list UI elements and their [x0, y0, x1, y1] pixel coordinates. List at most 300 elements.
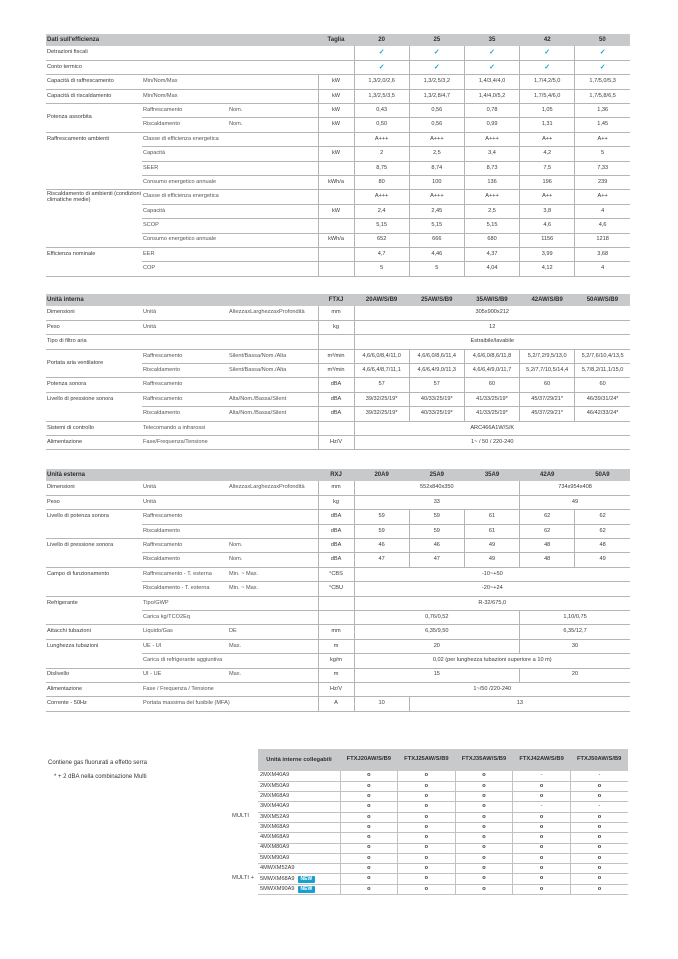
row-sublabel: Min/Nom/Max: [142, 89, 318, 103]
table-row: [46, 697, 630, 711]
value-cell: 59: [409, 524, 464, 538]
value-cell: 2,45: [409, 204, 464, 218]
row-sublabel2: Min. ~ Max.: [228, 567, 318, 581]
model-name: 5MXM90A9: [260, 854, 290, 861]
row-sublabel2: Nom.: [228, 104, 318, 118]
value-cell: 0,56: [409, 104, 464, 118]
value-cell: 100: [409, 176, 464, 190]
value-cell: 59: [354, 510, 409, 524]
row-sublabel: Raffrescamento: [142, 392, 228, 406]
value-cell: 1,4/4,0/5,2: [464, 89, 519, 103]
compatible-dot-icon: o: [455, 771, 513, 781]
compatible-dot-icon: o: [340, 874, 398, 884]
outdoor-model: [258, 781, 340, 791]
compatible-dot-icon: o: [570, 874, 628, 884]
row-label: Tipo di filtro aria: [46, 335, 318, 349]
value-cell: 239: [575, 176, 630, 190]
value-cell: -20~+24: [354, 582, 630, 596]
not-compatible-dash: -: [513, 771, 571, 781]
value-cell: 0,50: [354, 118, 409, 132]
matrix-row: [230, 874, 628, 884]
compatible-dot-icon: o: [570, 884, 628, 894]
compatible-dot-icon: o: [398, 771, 456, 781]
value-cell: A+++: [464, 190, 519, 204]
value-cell: 1,7/5,4/6,0: [520, 89, 575, 103]
row-label: Livello di pressione sonora: [46, 392, 142, 421]
value-cell: 1,36: [575, 104, 630, 118]
value-cell: 12: [354, 320, 630, 334]
row-sublabel: Riscaldamento: [142, 407, 228, 421]
size-col: 50: [575, 34, 630, 46]
value-cell: 49: [464, 539, 519, 553]
model-name: 3MXM40A9: [260, 803, 290, 810]
value-cell: 59: [409, 510, 464, 524]
model-col: 25A9: [409, 469, 464, 481]
row-label: Lunghezza tubazioni: [46, 639, 142, 668]
unit: kg: [318, 495, 354, 509]
compatible-dot-icon: o: [340, 771, 398, 781]
value-cell: 5: [575, 147, 630, 161]
unit: kW: [318, 89, 354, 103]
row-sublabel: COP: [142, 262, 318, 276]
value-cell: 8,75: [354, 161, 409, 175]
row-sublabel: Unità: [142, 320, 318, 334]
compatible-dot-icon: o: [398, 864, 456, 874]
value-cell: 2: [354, 147, 409, 161]
compatible-dot-icon: o: [513, 822, 571, 832]
value-cell: 1218: [575, 233, 630, 247]
table-row: [46, 247, 630, 261]
table-row: [46, 46, 630, 60]
table-row: [46, 132, 630, 146]
value-cell: R-32/675,0: [354, 596, 630, 610]
value-cell: 1,45: [575, 118, 630, 132]
table-row: [46, 639, 630, 653]
compatible-dot-icon: o: [570, 853, 628, 863]
compatible-dot-icon: o: [570, 822, 628, 832]
value-cell: 6,35/12,7: [520, 625, 630, 639]
outdoor-model: [258, 884, 340, 894]
value-cell: 8,74: [409, 161, 464, 175]
row-label: Alimentazione: [46, 436, 142, 450]
table-row: [46, 392, 630, 406]
efficiency-table-body: [46, 46, 630, 277]
value-cell: 59: [354, 524, 409, 538]
unit: kg/m: [318, 654, 354, 668]
compatible-dot-icon: o: [513, 864, 571, 874]
unit: Hz/V: [318, 682, 354, 696]
value-cell: 5,15: [409, 219, 464, 233]
unit: [318, 132, 354, 146]
value-cell: 62: [520, 524, 575, 538]
value-cell: 7,5: [520, 161, 575, 175]
value-cell: A+++: [409, 190, 464, 204]
row-sublabel: Consumo energetico annuale: [142, 176, 318, 190]
table-row: [46, 190, 630, 204]
size-col: 25: [409, 34, 464, 46]
row-label: Riscaldamento di ambienti (condizioni climatiche medie): [46, 190, 142, 248]
value-cell: A++: [575, 190, 630, 204]
row-sublabel: Capacità: [142, 147, 318, 161]
row-label: Livello di potenza sonora: [46, 510, 142, 539]
compatible-dot-icon: o: [455, 802, 513, 812]
compatible-dot-icon: o: [570, 781, 628, 791]
compatible-dot-icon: o: [398, 781, 456, 791]
model-name: 5MWXM68A9: [260, 875, 295, 882]
row-sublabel: Raffrescamento: [142, 539, 228, 553]
value-cell: 734x954x408: [520, 481, 630, 495]
table-row: [46, 306, 630, 320]
value-cell: 5: [409, 262, 464, 276]
compatible-dot-icon: o: [398, 874, 456, 884]
value-cell: 2,5: [409, 147, 464, 161]
value-cell: 20: [520, 668, 630, 682]
value-cell: 4,12: [520, 262, 575, 276]
value-cell: 48: [520, 539, 575, 553]
row-label: Dislivello: [46, 668, 142, 682]
row-label: Dimensioni: [46, 306, 142, 320]
check-icon: ✓: [575, 46, 630, 60]
row-sublabel: Fase/Frequenza/Tensione: [142, 436, 318, 450]
model-col: FTXJ50AW/S/B9: [570, 749, 628, 771]
table-row: [46, 378, 630, 392]
row-sublabel: SCOP: [142, 219, 318, 233]
model-name: 2MXM68A9: [260, 792, 290, 799]
outdoor-model: [258, 771, 340, 781]
table-row: [46, 75, 630, 89]
compatibility-matrix: [230, 749, 628, 895]
row-sublabel: Raffrescamento: [142, 510, 318, 524]
value-cell: 39/32/25/19*: [354, 392, 409, 406]
value-cell: 0,99: [464, 118, 519, 132]
row-sublabel: Riscaldamento - T. esterna: [142, 582, 228, 596]
check-icon: ✓: [520, 60, 575, 74]
size-header-label: Taglia: [327, 37, 345, 43]
row-label: Attacchi tubazioni: [46, 625, 142, 639]
row-sublabel: UE - UI: [142, 639, 228, 653]
model-col: 42A9: [520, 469, 575, 481]
compatible-dot-icon: o: [455, 843, 513, 853]
table-row: [46, 335, 630, 349]
not-compatible-dash: -: [513, 802, 571, 812]
table-row: [46, 320, 630, 334]
value-cell: 48: [520, 553, 575, 567]
table-row: [46, 596, 630, 610]
compatible-dot-icon: o: [340, 822, 398, 832]
row-sublabel2: AltezzaxLarghezzaxProfondità: [228, 481, 318, 495]
value-cell: A+++: [354, 132, 409, 146]
not-compatible-dash: -: [570, 802, 628, 812]
size-col: 20: [354, 34, 409, 46]
matrix-row: [230, 812, 628, 822]
compatible-dot-icon: o: [340, 864, 398, 874]
table-row: [46, 495, 630, 509]
model-prefix: FTXJ: [318, 294, 354, 306]
indoor-unit-table: [46, 294, 630, 450]
check-icon: ✓: [575, 60, 630, 74]
compatible-dot-icon: o: [513, 792, 571, 802]
unit: [318, 262, 354, 276]
unit: mm: [318, 625, 354, 639]
compatible-dot-icon: o: [455, 864, 513, 874]
row-sublabel2: Nom.: [228, 553, 318, 567]
table-header: [46, 294, 630, 306]
check-icon: ✓: [520, 46, 575, 60]
value-cell: 49: [520, 495, 630, 509]
compatible-dot-icon: o: [340, 792, 398, 802]
row-label: Corrente - 50Hz: [46, 697, 142, 711]
value-cell: 0,78: [464, 104, 519, 118]
compatible-dot-icon: o: [455, 874, 513, 884]
row-sublabel: Fase / Frequenza / Tensione: [142, 682, 318, 696]
size-col: 35: [464, 34, 519, 46]
model-col: 35AW/S/B9: [464, 294, 519, 306]
value-cell: 1,4/3,4/4,0: [464, 75, 519, 89]
value-cell: 136: [464, 176, 519, 190]
compatible-dot-icon: o: [340, 812, 398, 822]
compatible-dot-icon: o: [455, 853, 513, 863]
compatible-dot-icon: o: [455, 792, 513, 802]
matrix-body: [230, 771, 628, 895]
row-sublabel: Liquido/Gas: [142, 625, 228, 639]
model-col: 25AW/S/B9: [409, 294, 464, 306]
unit: m: [318, 639, 354, 653]
model-name: 4MXM80A9: [260, 844, 290, 851]
value-cell: 1,7/5,0/5,3: [575, 75, 630, 89]
footnotes: [48, 756, 147, 784]
value-cell: 1,3/2,5/3,2: [409, 75, 464, 89]
row-label: Livello di pressione sonora: [46, 539, 142, 568]
compatible-dot-icon: o: [340, 781, 398, 791]
table-row: [46, 89, 630, 103]
check-icon: ✓: [464, 60, 519, 74]
table-row: [46, 539, 630, 553]
unit: [318, 596, 354, 610]
value-cell: 1,3/2,0/2,6: [354, 75, 409, 89]
row-sublabel: EER: [142, 247, 318, 261]
value-cell: 1156: [520, 233, 575, 247]
unit: dBA: [318, 553, 354, 567]
row-label: Peso: [46, 320, 142, 334]
compatible-dot-icon: o: [340, 833, 398, 843]
compatible-dot-icon: o: [398, 833, 456, 843]
value-cell: 60: [520, 378, 575, 392]
outdoor-model: [258, 874, 340, 884]
row-label: Raffrescamento ambienti: [46, 132, 142, 190]
row-sublabel2: Silent/Bassa/Nom./Alta: [228, 349, 318, 363]
row-sublabel2: Alta/Nom./Bassa/Silent: [228, 407, 318, 421]
unit: [318, 247, 354, 261]
unit: kW: [318, 118, 354, 132]
row-label: Detrazioni fiscali: [46, 46, 354, 60]
model-col: 50A9: [575, 469, 630, 481]
matrix-row: [230, 853, 628, 863]
efficiency-table-section: [46, 34, 630, 277]
row-sublabel: Classe di efficienza energetica: [142, 132, 318, 146]
row-sublabel2: Alta/Nom./Bassa/Silent: [228, 392, 318, 406]
unit: [318, 190, 354, 204]
compatible-dot-icon: o: [513, 812, 571, 822]
unit: kWh/a: [318, 233, 354, 247]
row-label: Capacità di raffrescamento: [46, 75, 142, 89]
value-cell: 4,6/6,4/9,0/11,3: [409, 364, 464, 378]
model-prefix: RXJ: [318, 469, 354, 481]
value-cell: 46/39/31/24*: [575, 392, 630, 406]
value-cell: Estraibile/lavabile: [354, 335, 630, 349]
table-row: [46, 60, 630, 74]
row-sublabel: Carica kg/TCO2Eq: [142, 611, 318, 625]
value-cell: 196: [520, 176, 575, 190]
matrix-row: [230, 864, 628, 874]
value-cell: 1,7/4,2/5,0: [520, 75, 575, 89]
value-cell: -10~+50: [354, 567, 630, 581]
row-sublabel: Telecomando a infrarossi: [142, 421, 318, 435]
value-cell: 46: [354, 539, 409, 553]
compatible-dot-icon: o: [455, 812, 513, 822]
value-cell: 5: [354, 262, 409, 276]
value-cell: 8,73: [464, 161, 519, 175]
row-sublabel: Consumo energetico annuale: [142, 233, 318, 247]
row-sublabel: Riscaldamento: [142, 524, 318, 538]
unit: dBA: [318, 510, 354, 524]
compatibility-table: [230, 749, 628, 895]
value-cell: 5,15: [464, 219, 519, 233]
unit: dBA: [318, 539, 354, 553]
compatible-dot-icon: o: [340, 884, 398, 894]
value-cell: 7,33: [575, 161, 630, 175]
value-cell: A++: [575, 132, 630, 146]
row-sublabel: Capacità: [142, 204, 318, 218]
table-row: [46, 510, 630, 524]
value-cell: 1,05: [520, 104, 575, 118]
model-name: 2MXM50A9: [260, 782, 290, 789]
value-cell: 1~ / 50 / 220-240: [354, 436, 630, 450]
compatible-dot-icon: o: [398, 812, 456, 822]
value-cell: 0,43: [354, 104, 409, 118]
outdoor-unit-table: [46, 469, 630, 712]
value-cell: 4: [575, 204, 630, 218]
unit: [318, 161, 354, 175]
row-label: Portata aria ventilatore: [46, 349, 142, 378]
row-label: Conto termico: [46, 60, 354, 74]
unit: kW: [318, 75, 354, 89]
value-cell: 49: [575, 553, 630, 567]
value-cell: 652: [354, 233, 409, 247]
outdoor-model: [258, 833, 340, 843]
row-sublabel: Riscaldamento: [142, 364, 228, 378]
model-col: 42AW/S/B9: [520, 294, 575, 306]
unit: [318, 219, 354, 233]
unit: [318, 421, 354, 435]
value-cell: 5,7/8,2/11,1/15,0: [575, 364, 630, 378]
section-title: Unità esterna: [46, 469, 318, 481]
compatible-dot-icon: o: [455, 884, 513, 894]
outdoor-model: [258, 802, 340, 812]
value-cell: 10: [354, 697, 409, 711]
blank-cell: [230, 749, 258, 771]
unit: kWh/a: [318, 176, 354, 190]
value-cell: 57: [354, 378, 409, 392]
compatible-dot-icon: o: [513, 833, 571, 843]
row-label: Peso: [46, 495, 142, 509]
table-row: [46, 421, 630, 435]
value-cell: 41/33/25/19*: [464, 392, 519, 406]
new-badge: NEW: [298, 886, 316, 893]
row-sublabel: Classe di efficienza energetica: [142, 190, 318, 204]
value-cell: 4,37: [464, 247, 519, 261]
compatible-dot-icon: o: [340, 843, 398, 853]
compatible-dot-icon: o: [513, 853, 571, 863]
compatible-dot-icon: o: [570, 812, 628, 822]
outdoor-model: [258, 853, 340, 863]
compatible-dot-icon: o: [455, 781, 513, 791]
value-cell: 47: [354, 553, 409, 567]
value-cell: 61: [464, 524, 519, 538]
value-cell: 3,68: [575, 247, 630, 261]
row-sublabel: Raffrescamento: [142, 349, 228, 363]
compatible-dot-icon: o: [455, 833, 513, 843]
row-sublabel: SEER: [142, 161, 318, 175]
unit: dBA: [318, 378, 354, 392]
matrix-row: [230, 884, 628, 894]
value-cell: 4,2: [520, 147, 575, 161]
model-col: 50AW/S/B9: [575, 294, 630, 306]
value-cell: 20: [354, 639, 520, 653]
value-cell: 5,2/7,6/10,4/13,5: [575, 349, 630, 363]
outdoor-unit-section: [46, 469, 630, 712]
value-cell: 4,46: [409, 247, 464, 261]
new-badge: NEW: [298, 876, 316, 883]
value-cell: 4,6/6,0/8,4/11,0: [354, 349, 409, 363]
value-cell: 4,7: [354, 247, 409, 261]
table-row: [46, 349, 630, 363]
row-label: Campo di funzionamento: [46, 567, 142, 596]
compatible-dot-icon: o: [570, 843, 628, 853]
unit: kW: [318, 104, 354, 118]
value-cell: 0,56: [409, 118, 464, 132]
value-cell: 666: [409, 233, 464, 247]
check-icon: ✓: [464, 46, 519, 60]
row-label: Refrigerante: [46, 596, 142, 625]
value-cell: 1,10/0,75: [520, 611, 630, 625]
table-header: [46, 469, 630, 481]
model-name: 3MXM52A9: [260, 813, 290, 820]
row-sublabel: UI - UE: [142, 668, 228, 682]
table-row: [46, 567, 630, 581]
value-cell: 61: [464, 510, 519, 524]
value-cell: 80: [354, 176, 409, 190]
value-cell: 40/33/25/19*: [409, 392, 464, 406]
value-cell: 4,6/6,0/8,6/11,4: [409, 349, 464, 363]
model-col: 35A9: [464, 469, 519, 481]
value-cell: 2,5: [464, 204, 519, 218]
unit: mm: [318, 306, 354, 320]
model-name: 4MXM68A9: [260, 834, 290, 841]
matrix-row: [230, 843, 628, 853]
value-cell: 15: [354, 668, 520, 682]
row-label: Potenza sonora: [46, 378, 142, 392]
row-sublabel2: Max.: [228, 639, 318, 653]
unit: [318, 335, 354, 349]
row-sublabel2: Silent/Bassa/Nom./Alta: [228, 364, 318, 378]
section-title: Unità interna: [46, 294, 318, 306]
value-cell: 1~/50 /220-240: [354, 682, 630, 696]
row-sublabel: Raffrescamento: [142, 378, 318, 392]
row-label: Dimensioni: [46, 481, 142, 495]
model-col: FTXJ25AW/S/B9: [398, 749, 456, 771]
row-sublabel: Tipo/GWP: [142, 596, 318, 610]
unit: mm: [318, 481, 354, 495]
